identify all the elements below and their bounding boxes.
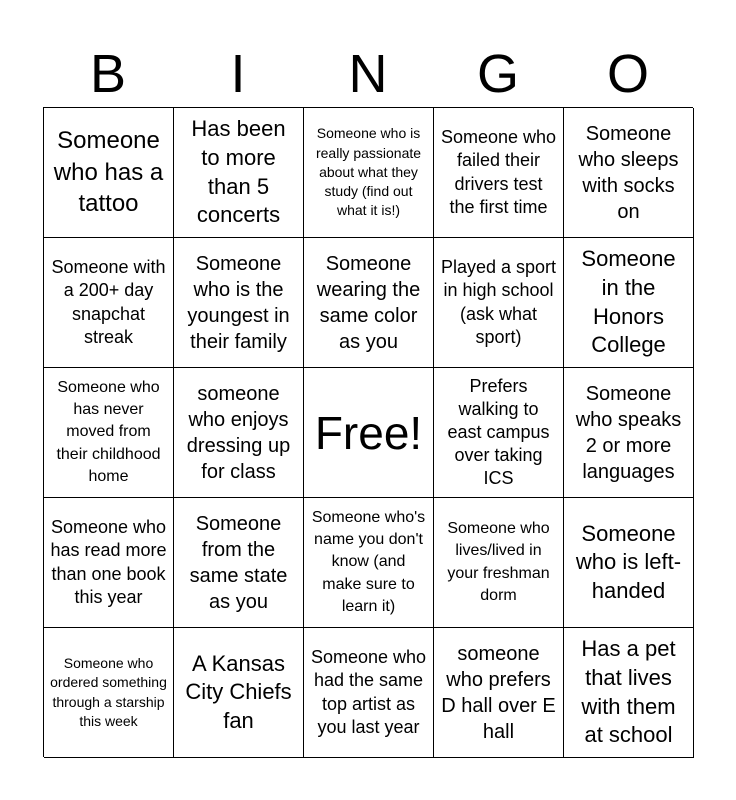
bingo-cell-r2-c3[interactable] xyxy=(304,238,434,368)
cell-text: Someone who has read more than one book this year xyxy=(50,517,167,607)
bingo-cell-r2-c4[interactable] xyxy=(434,238,564,368)
bingo-cell-r4-c1[interactable] xyxy=(44,498,174,628)
header-letter-g: G xyxy=(476,44,519,104)
free-space-text: Free! xyxy=(314,406,423,459)
cell-text: Someone wearing the same color as you xyxy=(316,252,421,353)
bingo-cell-r3-c2[interactable] xyxy=(174,368,304,498)
bingo-cell-r1-c2[interactable] xyxy=(174,108,304,238)
cell-text: Someone who is left-handed xyxy=(575,520,682,603)
bingo-cell-r1-c4[interactable] xyxy=(434,108,564,238)
cell-text: Someone who lives/lived in your freshman dorm xyxy=(447,519,550,604)
bingo-cell-r3-c4[interactable] xyxy=(434,368,564,498)
cell-text: Someone who's name you don't know (and make sure to learn it) xyxy=(311,508,426,616)
cell-text: Someone who has a tattoo xyxy=(53,126,164,218)
cell-text: Someone who speaks 2 or more languages xyxy=(575,382,682,483)
bingo-cell-r3-c1[interactable] xyxy=(44,368,174,498)
bingo-cell-r5-c5[interactable] xyxy=(564,628,694,758)
cell-text: Someone from the same state as you xyxy=(189,512,288,613)
bingo-cell-r2-c1[interactable] xyxy=(44,238,174,368)
cell-text: Someone with a 200+ day snapchat streak xyxy=(51,257,166,347)
bingo-cell-r2-c5[interactable] xyxy=(564,238,694,368)
bingo-cell-r4-c5[interactable] xyxy=(564,498,694,628)
bingo-cell-r4-c4[interactable] xyxy=(434,498,564,628)
cell-text: Someone who ordered something through a starship this week xyxy=(50,654,167,729)
cell-text: Someone who has never moved from their childhood home xyxy=(56,378,161,486)
cell-text: Someone in the Honors College xyxy=(581,246,676,358)
cell-text: Someone who is the youngest in their family xyxy=(187,252,290,353)
cell-text: Someone who had the same top artist as you last year xyxy=(310,647,427,737)
bingo-cell-r5-c2[interactable] xyxy=(174,628,304,758)
cell-text: Played a sport in high school (ask what sport) xyxy=(440,257,557,347)
header-letter-n: N xyxy=(348,44,388,104)
cell-text: someone who prefers D hall over E hall xyxy=(441,642,556,743)
bingo-cell-r5-c3[interactable] xyxy=(304,628,434,758)
cell-text: Someone who is really passionate about what they study (find out what it is!) xyxy=(315,125,422,219)
bingo-cell-r4-c2[interactable] xyxy=(174,498,304,628)
header-letter-o: O xyxy=(606,44,649,104)
cell-text: Someone who sleeps with socks on xyxy=(578,122,679,223)
header-letter-b: B xyxy=(89,44,127,104)
bingo-cell-r3-c5[interactable] xyxy=(564,368,694,498)
bingo-cell-r1-c1[interactable] xyxy=(44,108,174,238)
bingo-cell-r5-c4[interactable] xyxy=(434,628,564,758)
bingo-board xyxy=(43,107,693,757)
cell-text: Someone who failed their drivers test the first time xyxy=(440,127,557,217)
cell-text: Has a pet that lives with them at school xyxy=(581,636,676,748)
bingo-cell-r1-c3[interactable] xyxy=(304,108,434,238)
cell-text: A Kansas City Chiefs fan xyxy=(185,650,292,733)
bingo-cell-r5-c1[interactable] xyxy=(44,628,174,758)
cell-text: Has been to more than 5 concerts xyxy=(191,116,286,228)
cell-text: someone who enjoys dressing up for class xyxy=(186,382,291,483)
cell-text: Prefers walking to east campus over taking ICS xyxy=(447,375,550,489)
bingo-cell-r1-c5[interactable] xyxy=(564,108,694,238)
bingo-cell-r4-c3[interactable] xyxy=(304,498,434,628)
bingo-cell-r2-c2[interactable] xyxy=(174,238,304,368)
free-space-cell[interactable] xyxy=(304,368,434,498)
bingo-header xyxy=(43,40,693,108)
header-letter-i: I xyxy=(230,44,246,104)
